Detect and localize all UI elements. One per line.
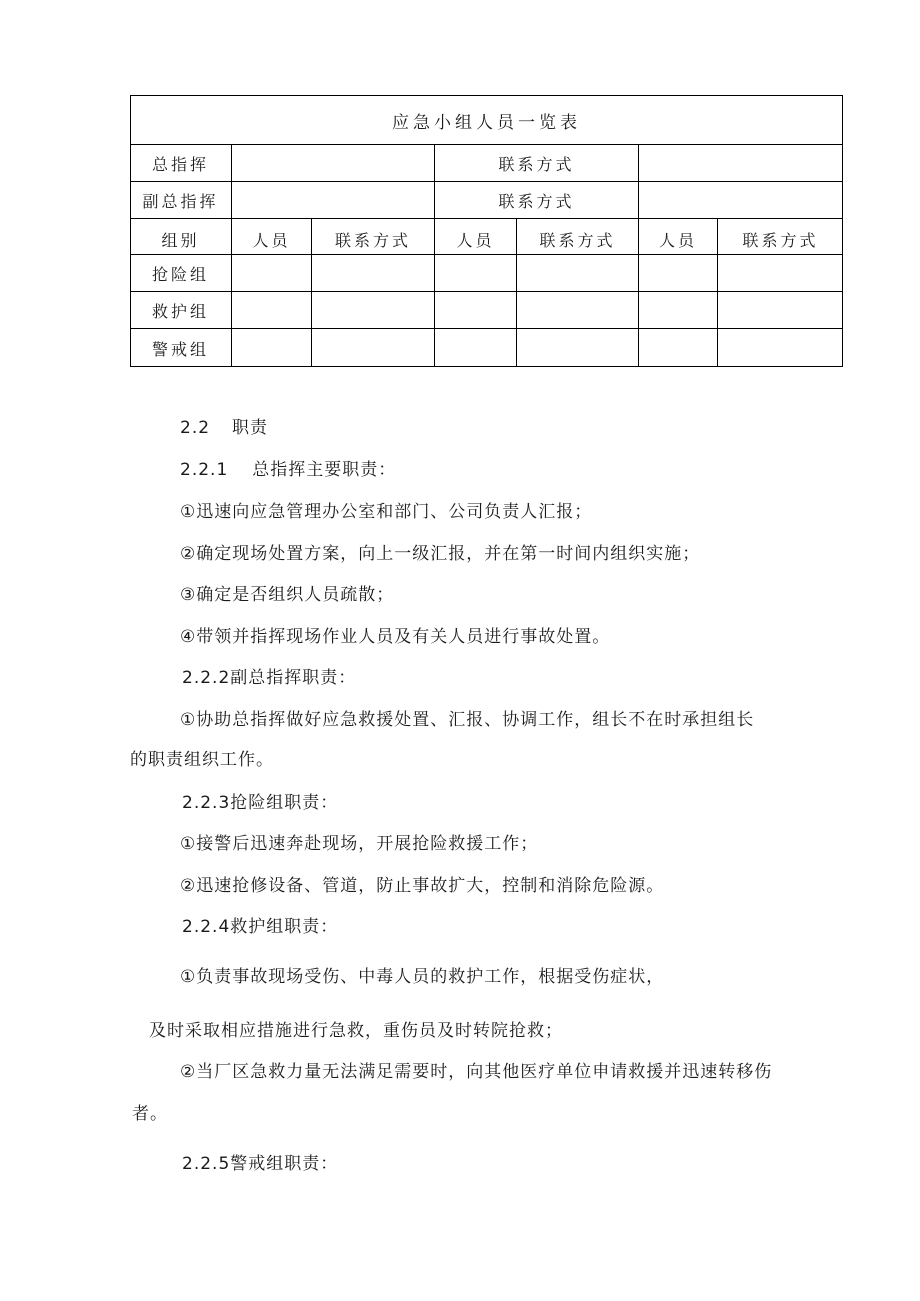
subsection-2-2-1-heading [180,455,396,480]
header-group: 组别 [161,230,200,250]
chief-label: 总指挥 [151,155,209,174]
header-person-1: 人员 [252,230,291,250]
paragraph: ①负责事故现场受伤、中毒人员的救护工作，根据受伤症状， [180,967,665,987]
subsection-2-2-2-heading [182,663,356,688]
section-number: 2.2 [180,418,211,438]
paragraph-continuation: 的职责组织工作。 [130,750,274,770]
paragraph: ①接警后迅速奔赴现场，开展抢险救援工作； [180,834,539,854]
subsection-number: 2.2.2 [182,668,231,688]
chief-contact-label: 联系方式 [498,155,575,174]
paragraph: ④带领并指挥现场作业人员及有关人员进行事故处置。 [180,627,611,647]
subsection-2-2-5-heading [182,1149,338,1174]
header-person-2: 人员 [456,230,495,250]
subsection-number: 2.2.1 [180,460,229,480]
subsection-title: 救护组职责： [230,917,339,937]
subsection-title: 副总指挥职责： [230,668,357,688]
paragraph: ②当厂区急救力量无法满足需要时，向其他医疗单位申请救援并迅速转移伤 [180,1062,773,1082]
group-rescue: 抢险组 [151,265,209,284]
header-contact-3: 联系方式 [742,230,819,250]
table-title: 应急小组人员一览表 [392,112,581,133]
paragraph: ②确定现场处置方案，向上一级汇报，并在第一时间内组织实施； [180,544,701,564]
subsection-2-2-4-heading [182,912,338,937]
paragraph: ①协助总指挥做好应急救援处置、汇报、协调工作，组长不在时承担组长 [180,710,755,730]
paragraph-continuation: 者。 [132,1104,168,1124]
paragraph: ①迅速向应急管理办公室和部门、公司负责人汇报； [180,502,593,522]
subsection-title: 抢险组职责： [230,793,339,813]
paragraph: ②迅速抢修设备、管道，防止事故扩大，控制和消除危险源。 [180,876,665,896]
header-person-3: 人员 [658,230,697,250]
header-contact-2: 联系方式 [539,230,616,250]
header-contact-1: 联系方式 [334,230,411,250]
deputy-contact-label: 联系方式 [498,191,575,211]
subsection-title: 警戒组职责： [230,1154,339,1174]
group-security: 警戒组 [151,339,209,359]
paragraph-continuation: 及时采取相应措施进行急救，重伤员及时转院抢救； [149,1021,563,1041]
subsection-number: 2.2.3 [182,793,231,813]
subsection-2-2-3-heading [182,788,338,813]
subsection-number: 2.2.5 [182,1154,231,1174]
paragraph: ③确定是否组织人员疏散； [180,585,395,605]
group-medical: 救护组 [151,302,209,321]
subsection-number: 2.2.4 [182,917,231,937]
section-2-2-heading [180,413,268,438]
subsection-title: 总指挥主要职责： [252,460,397,480]
emergency-team-table [130,95,843,367]
section-title: 职责 [232,418,269,438]
deputy-label: 副总指挥 [142,191,219,211]
